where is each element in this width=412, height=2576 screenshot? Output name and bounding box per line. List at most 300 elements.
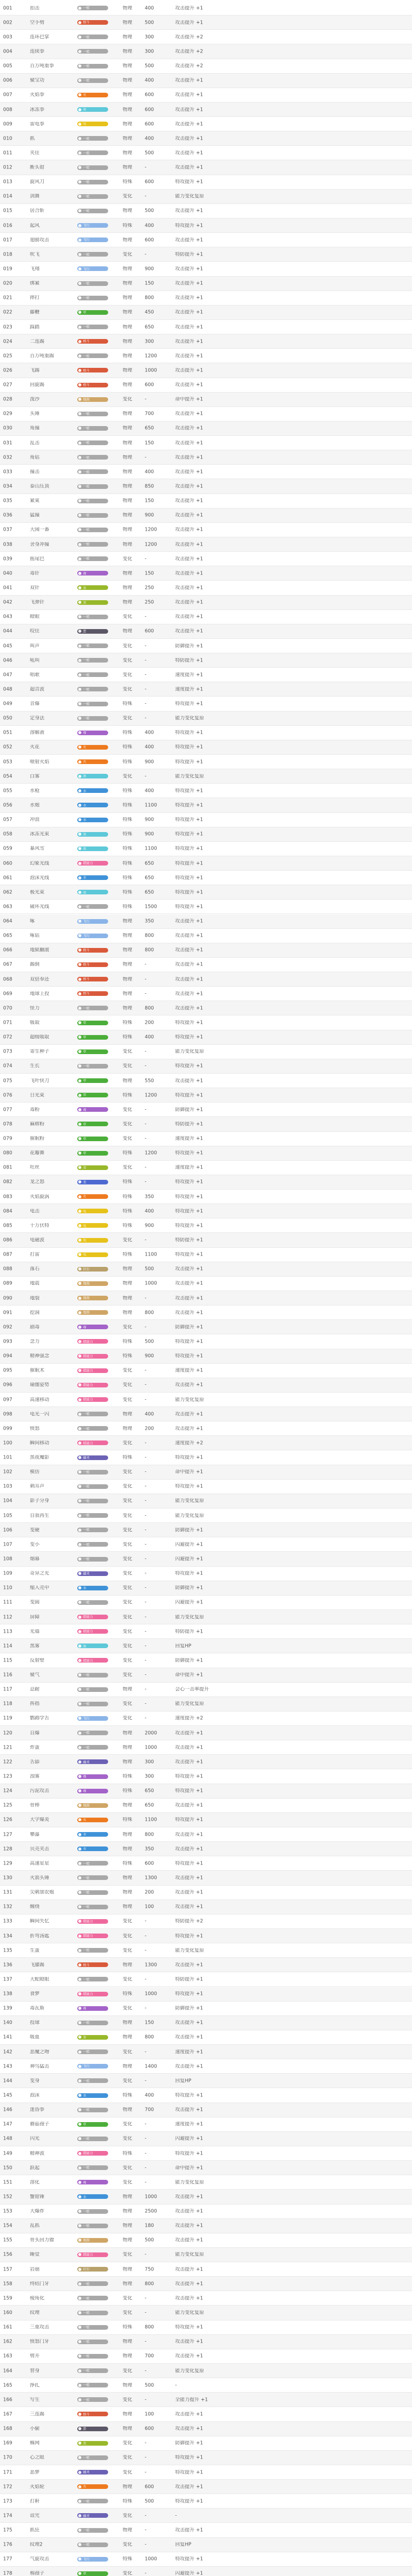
move-name[interactable]: 蘑菇孢子 xyxy=(30,2122,49,2127)
move-name[interactable]: 吸取 xyxy=(30,1020,40,1025)
z-effect: 特攻提升 +1 xyxy=(175,1092,203,1098)
move-name[interactable]: 啄 xyxy=(30,919,35,924)
move-category: 变化 xyxy=(123,1136,132,1141)
move-name[interactable]: 精神波 xyxy=(30,2150,45,2156)
move-name[interactable]: 刺耳声 xyxy=(30,1484,45,1489)
move-value: - xyxy=(145,962,147,968)
move-name[interactable]: 乱击 xyxy=(30,440,40,446)
table-row xyxy=(0,1914,412,1929)
move-name[interactable]: 二连踢 xyxy=(30,338,45,344)
move-name[interactable]: 角撞 xyxy=(30,426,40,431)
move-name[interactable]: 剧毒 xyxy=(30,1325,40,1330)
move-name[interactable]: 吼叫 xyxy=(30,657,40,663)
move-name[interactable]: 模仿 xyxy=(30,1469,40,1475)
type-cell xyxy=(77,1426,121,1431)
type-label: 超能力 xyxy=(83,1630,93,1633)
type-cell xyxy=(77,643,121,649)
move-name[interactable]: 聚宝功 xyxy=(30,78,45,83)
move-name[interactable]: 精神强念 xyxy=(30,1353,49,1359)
move-name[interactable]: 摇尾巴 xyxy=(30,556,45,562)
type-label: 火 xyxy=(83,1195,87,1198)
move-name[interactable]: 踩踏 xyxy=(30,324,40,330)
move-number: 026 xyxy=(3,368,12,373)
type-label: 一般 xyxy=(83,1702,90,1706)
z-effect: 攻击提升 +1 xyxy=(175,600,203,605)
move-name[interactable]: 泼沙 xyxy=(30,397,40,402)
move-category: 变化 xyxy=(123,672,132,677)
move-name[interactable]: 连环巴掌 xyxy=(30,35,49,40)
move-name[interactable]: 飞叶快刀 xyxy=(30,1078,49,1083)
type-label: 冰 xyxy=(83,890,87,894)
move-name[interactable]: 高速移动 xyxy=(30,1397,49,1402)
move-name[interactable]: 水枪 xyxy=(30,788,40,793)
move-category: 物理 xyxy=(123,484,132,489)
move-value: - xyxy=(145,701,147,706)
type-label: 水 xyxy=(83,1833,87,1836)
z-effect: 速度提升 +2 xyxy=(175,1440,203,1446)
move-name[interactable]: 角钻 xyxy=(30,455,40,460)
move-name[interactable]: 空手劈 xyxy=(30,20,45,25)
move-name[interactable]: 骨头回力镖 xyxy=(30,2238,54,2243)
move-name[interactable]: 纹理2 xyxy=(30,2542,43,2547)
table-row xyxy=(0,1653,412,1668)
move-value: - xyxy=(145,2150,147,2156)
move-name[interactable]: 乱抓 xyxy=(30,2223,40,2228)
move-name[interactable]: 舍身冲撞 xyxy=(30,541,49,547)
move-name[interactable]: 地球上投 xyxy=(30,991,49,996)
move-name[interactable]: 折弯汤匙 xyxy=(30,1933,49,1939)
move-value: 900 xyxy=(145,1223,154,1228)
move-name[interactable]: 神鸟猛击 xyxy=(30,2064,49,2069)
move-name[interactable]: 踢倒 xyxy=(30,962,40,968)
move-number: 089 xyxy=(3,1281,12,1286)
move-category: 物理 xyxy=(123,382,132,387)
move-value: - xyxy=(145,1600,147,1605)
move-name[interactable]: 冰冻光束 xyxy=(30,832,49,837)
type-label: 岩石 xyxy=(83,2267,90,2271)
table-row xyxy=(0,943,412,958)
move-value: - xyxy=(145,1165,147,1171)
move-name[interactable]: 起风 xyxy=(30,223,40,228)
move-name[interactable]: 瞪眼 xyxy=(30,614,40,619)
move-name[interactable]: 变身 xyxy=(30,2078,40,2083)
move-name[interactable]: 影子分身 xyxy=(30,1498,49,1504)
move-category: 物理 xyxy=(123,1962,132,1968)
move-name[interactable]: 挖洞 xyxy=(30,1310,40,1315)
type-cell xyxy=(77,2513,121,2518)
move-name[interactable]: 撞击 xyxy=(30,469,40,474)
move-value: 1100 xyxy=(145,1817,157,1823)
move-name[interactable]: 超音波 xyxy=(30,687,45,692)
move-name[interactable]: 吹飞 xyxy=(30,252,40,257)
move-name[interactable]: 烟幕 xyxy=(30,1556,40,1562)
move-number: 032 xyxy=(3,455,12,460)
move-name[interactable]: 藤鞭 xyxy=(30,310,40,315)
move-name[interactable]: 十万伏特 xyxy=(30,1223,49,1228)
move-name[interactable]: 打鼾 xyxy=(30,2499,40,2504)
move-name[interactable]: 污泥攻击 xyxy=(30,1788,49,1793)
move-name[interactable]: 光墙 xyxy=(30,1629,40,1634)
z-effect: 闪避提升 +1 xyxy=(175,2136,203,2142)
move-name[interactable]: 电磁波 xyxy=(30,1238,45,1243)
move-name[interactable]: 打雷 xyxy=(30,1252,40,1257)
move-name[interactable]: 叫声 xyxy=(30,643,40,649)
move-number: 008 xyxy=(3,107,12,112)
type-icon xyxy=(78,1659,81,1662)
move-name[interactable]: 电光一闪 xyxy=(30,1411,49,1417)
move-name[interactable]: 双针 xyxy=(30,585,40,590)
move-number: 051 xyxy=(3,730,12,736)
move-category: 物理 xyxy=(123,49,132,54)
move-number: 099 xyxy=(3,1426,12,1431)
move-name[interactable]: 劈开 xyxy=(30,2353,40,2359)
move-name[interactable]: 棉孢子 xyxy=(30,2571,45,2576)
move-name[interactable]: 变硬 xyxy=(30,1528,40,1533)
z-effect: 攻击提升 +1 xyxy=(175,2412,203,2417)
move-name[interactable]: 溶解液 xyxy=(30,730,45,736)
move-name[interactable]: 火箭头锤 xyxy=(30,1875,49,1880)
move-name[interactable]: 屏障 xyxy=(30,1614,40,1620)
z-effect: 速度提升 +1 xyxy=(175,2122,203,2127)
type-cell xyxy=(77,136,121,141)
z-effect: 攻击提升 +1 xyxy=(175,541,203,547)
move-name[interactable]: 催眠术 xyxy=(30,1368,45,1373)
type-badge xyxy=(77,165,108,170)
move-name[interactable]: 咬住 xyxy=(30,629,40,634)
move-name[interactable]: 浊雾 xyxy=(30,1774,40,1779)
move-name[interactable]: 摔打 xyxy=(30,295,40,300)
move-name[interactable]: 鹦鹉学舌 xyxy=(30,1716,49,1721)
move-name[interactable]: 极光束 xyxy=(30,890,45,895)
move-name[interactable]: 缩入壳中 xyxy=(30,1585,49,1590)
move-name[interactable]: 跃起 xyxy=(30,2165,40,2171)
move-name[interactable]: 毒瓦斯 xyxy=(30,2006,45,2011)
type-badge xyxy=(77,325,108,329)
move-name[interactable]: 抓 xyxy=(30,136,35,141)
type-cell xyxy=(77,1774,121,1779)
type-label: 格斗 xyxy=(83,383,90,387)
move-name[interactable]: 炸蛋 xyxy=(30,1745,40,1750)
type-label: 虫 xyxy=(83,2036,87,2039)
move-name[interactable]: 雷电拳 xyxy=(30,121,45,127)
move-name[interactable]: 变圆 xyxy=(30,1600,40,1605)
z-effect: 攻击提升 +1 xyxy=(175,1295,203,1301)
move-category: 物理 xyxy=(123,136,132,141)
move-value: - xyxy=(145,2368,147,2374)
move-name[interactable]: 替身 xyxy=(30,2368,40,2374)
move-name[interactable]: 寄生种子 xyxy=(30,1049,49,1054)
move-name[interactable]: 怪力 xyxy=(30,1006,40,1011)
move-name[interactable]: 暴风雪 xyxy=(30,846,45,852)
move-name[interactable]: 破坏光线 xyxy=(30,904,49,909)
type-cell xyxy=(77,614,121,619)
move-name[interactable]: 闪光 xyxy=(30,2136,40,2142)
move-name[interactable]: 贝壳夹击 xyxy=(30,1846,49,1852)
move-name[interactable]: 飞翔 xyxy=(30,266,40,272)
move-name[interactable]: 百万吨重踢 xyxy=(30,353,54,359)
z-effect: 攻击提升 +1 xyxy=(175,295,203,300)
move-name[interactable]: 棱角化 xyxy=(30,2296,45,2301)
move-name[interactable]: 旋风刀 xyxy=(30,179,45,184)
type-cell xyxy=(77,2296,121,2301)
move-name[interactable]: 落石 xyxy=(30,1266,40,1272)
move-name[interactable]: 头锤 xyxy=(30,411,40,417)
type-badge xyxy=(77,962,108,967)
move-category: 特殊 xyxy=(123,1035,132,1040)
move-name[interactable]: 食梦 xyxy=(30,1991,40,1996)
move-name[interactable]: 大蛇瞪眼 xyxy=(30,1977,49,1982)
move-name[interactable]: 瞬间失忆 xyxy=(30,1919,49,1924)
move-name[interactable]: 猛撞 xyxy=(30,513,40,518)
move-name[interactable]: 恶梦 xyxy=(30,2469,40,2475)
type-label: 火 xyxy=(83,745,87,749)
move-name[interactable]: 睡觉 xyxy=(30,2252,40,2258)
move-name[interactable]: 回旋踢 xyxy=(30,382,45,387)
move-name[interactable]: 双倍奉还 xyxy=(30,976,49,982)
move-number: 137 xyxy=(3,1977,12,1982)
move-number: 106 xyxy=(3,1528,12,1533)
z-effect: 攻击提升 +1 xyxy=(175,2281,203,2286)
table-row xyxy=(0,929,412,943)
move-name[interactable]: 火焰旋涡 xyxy=(30,1194,49,1199)
move-name[interactable]: 毒针 xyxy=(30,571,40,576)
move-name[interactable]: 花瓣舞 xyxy=(30,1150,45,1156)
move-name[interactable]: 忍耐 xyxy=(30,1687,40,1692)
move-name[interactable]: 蛛网 xyxy=(30,2441,40,2446)
table-row xyxy=(0,740,412,755)
move-name[interactable]: 吸血 xyxy=(30,2035,40,2040)
move-name[interactable]: 超级吸取 xyxy=(30,1035,49,1040)
z-effect: 攻击提升 +1 xyxy=(175,2266,203,2272)
move-name[interactable]: 变小 xyxy=(30,1542,40,1547)
move-name[interactable]: 日光束 xyxy=(30,1092,45,1098)
move-name[interactable]: 生蛋 xyxy=(30,1947,40,1953)
move-name[interactable]: 毒粉 xyxy=(30,1107,40,1112)
move-name[interactable]: 翅膀攻击 xyxy=(30,238,49,243)
type-label: 一般 xyxy=(83,1890,90,1894)
move-name[interactable]: 绑紧 xyxy=(30,281,40,286)
move-name[interactable]: 终结门牙 xyxy=(30,2281,49,2286)
move-number: 071 xyxy=(3,1020,12,1025)
type-cell xyxy=(77,1238,121,1243)
move-name[interactable]: 飞弹针 xyxy=(30,600,45,605)
move-name[interactable]: 高速星星 xyxy=(30,1861,49,1866)
type-badge xyxy=(77,1209,108,1213)
move-name[interactable]: 地震 xyxy=(30,1281,40,1286)
move-name[interactable]: 愤怒 xyxy=(30,1426,40,1431)
move-name[interactable]: 大字爆炎 xyxy=(30,1817,49,1823)
type-label: 毒 xyxy=(83,2180,87,2184)
table-row xyxy=(0,1,412,15)
type-cell xyxy=(77,1266,121,1272)
type-cell xyxy=(77,368,121,373)
move-name[interactable]: 音爆 xyxy=(30,701,40,706)
move-number: 018 xyxy=(3,252,12,257)
move-name[interactable]: 挣扎 xyxy=(30,2382,40,2388)
move-name[interactable]: 溶化 xyxy=(30,2180,40,2185)
move-name[interactable]: 吐丝 xyxy=(30,1165,40,1171)
move-name[interactable]: 纹理 xyxy=(30,2310,40,2315)
move-name[interactable]: 瑜伽姿势 xyxy=(30,1382,49,1388)
move-name[interactable]: 百万吨重拳 xyxy=(30,63,54,69)
type-icon xyxy=(78,1253,81,1256)
move-name[interactable]: 火焰轮 xyxy=(30,2484,45,2489)
move-value: 800 xyxy=(145,947,154,953)
move-name[interactable]: 岩崩 xyxy=(30,2266,40,2272)
move-name[interactable]: 定身法 xyxy=(30,716,45,721)
move-name[interactable]: 反射壁 xyxy=(30,1658,45,1663)
move-name[interactable]: 冰冻拳 xyxy=(30,107,45,112)
move-category: 特殊 xyxy=(123,701,132,706)
type-cell xyxy=(77,1556,121,1562)
move-name[interactable]: 抓狂 xyxy=(30,2528,40,2533)
type-icon xyxy=(78,224,81,227)
move-name[interactable]: 地狱翻滚 xyxy=(30,947,49,953)
move-number: 086 xyxy=(3,1238,12,1243)
move-name[interactable]: 喷射火焰 xyxy=(30,759,49,765)
move-value: - xyxy=(145,2078,147,2083)
move-number: 118 xyxy=(3,1701,12,1707)
type-icon xyxy=(78,992,81,995)
move-category: 变化 xyxy=(123,1397,132,1402)
move-value: 650 xyxy=(145,426,154,431)
move-number: 036 xyxy=(3,513,12,518)
type-badge xyxy=(77,2543,108,2547)
move-name[interactable]: 写生 xyxy=(30,2397,40,2402)
move-name[interactable]: 麻痹粉 xyxy=(30,1122,45,1127)
move-value: - xyxy=(145,2528,147,2533)
move-name[interactable]: 白雾 xyxy=(30,774,40,779)
move-name[interactable]: 连续拳 xyxy=(30,49,45,54)
move-name[interactable]: 飞膝踢 xyxy=(30,1962,45,1968)
move-name[interactable]: 火焰拳 xyxy=(30,92,45,98)
move-category: 物理 xyxy=(123,440,132,446)
move-name[interactable]: 黑雾 xyxy=(30,1643,40,1649)
move-name[interactable]: 聚气 xyxy=(30,1672,40,1677)
move-name[interactable]: 自爆 xyxy=(30,1730,40,1736)
move-name[interactable]: 泡沫光线 xyxy=(30,875,49,880)
type-badge xyxy=(77,1107,108,1112)
type-cell xyxy=(77,2470,121,2475)
move-name[interactable]: 骨棒 xyxy=(30,1803,40,1808)
type-icon xyxy=(78,2282,81,2285)
move-name[interactable]: 泡沫 xyxy=(30,2093,40,2098)
move-name[interactable]: 电击 xyxy=(30,1209,40,1214)
move-name[interactable]: 地裂 xyxy=(30,1295,40,1301)
type-cell xyxy=(77,2035,121,2040)
move-number: 115 xyxy=(3,1658,12,1663)
move-number: 049 xyxy=(3,701,12,706)
type-badge xyxy=(77,1600,108,1605)
move-category: 物理 xyxy=(123,208,132,214)
type-icon xyxy=(78,2369,81,2372)
move-name[interactable]: 迷昏拳 xyxy=(30,2107,45,2112)
move-name[interactable]: 紧束 xyxy=(30,498,40,503)
table-row xyxy=(0,2248,412,2262)
type-cell xyxy=(77,2528,121,2533)
z-effect: 能力变化复原 xyxy=(175,1701,204,1707)
move-name[interactable]: 大闹一番 xyxy=(30,527,49,533)
move-name[interactable]: 心之眼 xyxy=(30,2455,45,2461)
move-number: 108 xyxy=(3,1556,12,1562)
move-name[interactable]: 念力 xyxy=(30,1339,40,1344)
move-name[interactable]: 幻象光线 xyxy=(30,860,49,866)
move-category: 变化 xyxy=(123,1933,132,1939)
move-category: 物理 xyxy=(123,976,132,982)
move-name[interactable]: 居合斩 xyxy=(30,208,45,214)
move-name[interactable]: 诅咒 xyxy=(30,2513,40,2518)
move-name[interactable]: 恶魔之吻 xyxy=(30,2049,49,2055)
z-effect: 攻击提升 +1 xyxy=(175,208,203,214)
move-name[interactable]: 火花 xyxy=(30,744,40,750)
move-name[interactable]: 水炮 xyxy=(30,803,40,808)
type-icon xyxy=(78,1876,81,1879)
move-name[interactable]: 黑夜魔影 xyxy=(30,1455,49,1460)
move-name[interactable]: 尖刺加农炮 xyxy=(30,1890,54,1895)
type-badge xyxy=(77,2383,108,2387)
move-name[interactable]: 小偷 xyxy=(30,2426,40,2431)
move-name[interactable]: 大爆炸 xyxy=(30,2209,45,2214)
move-name[interactable]: 气旋攻击 xyxy=(30,2556,49,2562)
move-number: 133 xyxy=(3,1919,12,1924)
move-name[interactable]: 催眠粉 xyxy=(30,1136,45,1141)
move-name[interactable]: 唱歌 xyxy=(30,672,40,677)
move-name[interactable]: 龙之怒 xyxy=(30,1179,45,1185)
move-category: 变化 xyxy=(123,2310,132,2315)
move-name[interactable]: 拍击 xyxy=(30,5,40,11)
move-name[interactable]: 自我再生 xyxy=(30,1513,49,1518)
move-name[interactable]: 挥指 xyxy=(30,1701,40,1707)
move-number: 074 xyxy=(3,1063,12,1069)
move-number: 006 xyxy=(3,78,12,83)
table-row xyxy=(0,842,412,856)
type-cell xyxy=(77,63,121,69)
move-value: 400 xyxy=(145,744,154,750)
move-name[interactable]: 冲浪 xyxy=(30,817,40,822)
type-icon xyxy=(78,1833,81,1836)
move-number: 147 xyxy=(3,2122,12,2127)
type-label: 一般 xyxy=(83,644,90,648)
type-cell xyxy=(77,1412,121,1417)
move-name[interactable]: 飞踢 xyxy=(30,368,40,373)
move-category: 特殊 xyxy=(123,730,132,736)
move-name[interactable]: 泰山压顶 xyxy=(30,484,49,489)
move-number: 030 xyxy=(3,426,12,431)
move-name[interactable]: 缠绕 xyxy=(30,1904,40,1909)
move-name[interactable]: 瞬间移动 xyxy=(30,1440,49,1446)
move-name[interactable]: 奇异之光 xyxy=(30,1571,49,1576)
move-name[interactable]: 生长 xyxy=(30,1063,40,1069)
move-name[interactable]: 夹住 xyxy=(30,150,40,156)
z-effect: 攻击提升 +1 xyxy=(175,2339,203,2344)
move-name[interactable]: 蟹钳锤 xyxy=(30,2194,45,2199)
move-name[interactable]: 剑舞 xyxy=(30,194,40,199)
move-name[interactable]: 投球 xyxy=(30,2020,40,2026)
move-name[interactable]: 攀瀑 xyxy=(30,1832,40,1837)
type-label: 一般 xyxy=(83,2209,90,2213)
type-cell xyxy=(77,774,121,779)
move-name[interactable]: 愤怒门牙 xyxy=(30,2339,49,2344)
z-effect: 特攻提升 +1 xyxy=(175,1774,203,1779)
type-icon xyxy=(78,1297,81,1300)
move-name[interactable]: 三连踢 xyxy=(30,2412,45,2417)
move-name[interactable]: 舌舔 xyxy=(30,1759,40,1765)
move-number: 154 xyxy=(3,2223,12,2228)
move-name[interactable]: 啄钻 xyxy=(30,933,40,938)
move-name[interactable]: 断头钳 xyxy=(30,165,45,170)
type-icon xyxy=(78,1891,81,1894)
move-name[interactable]: 三重攻击 xyxy=(30,2325,49,2330)
